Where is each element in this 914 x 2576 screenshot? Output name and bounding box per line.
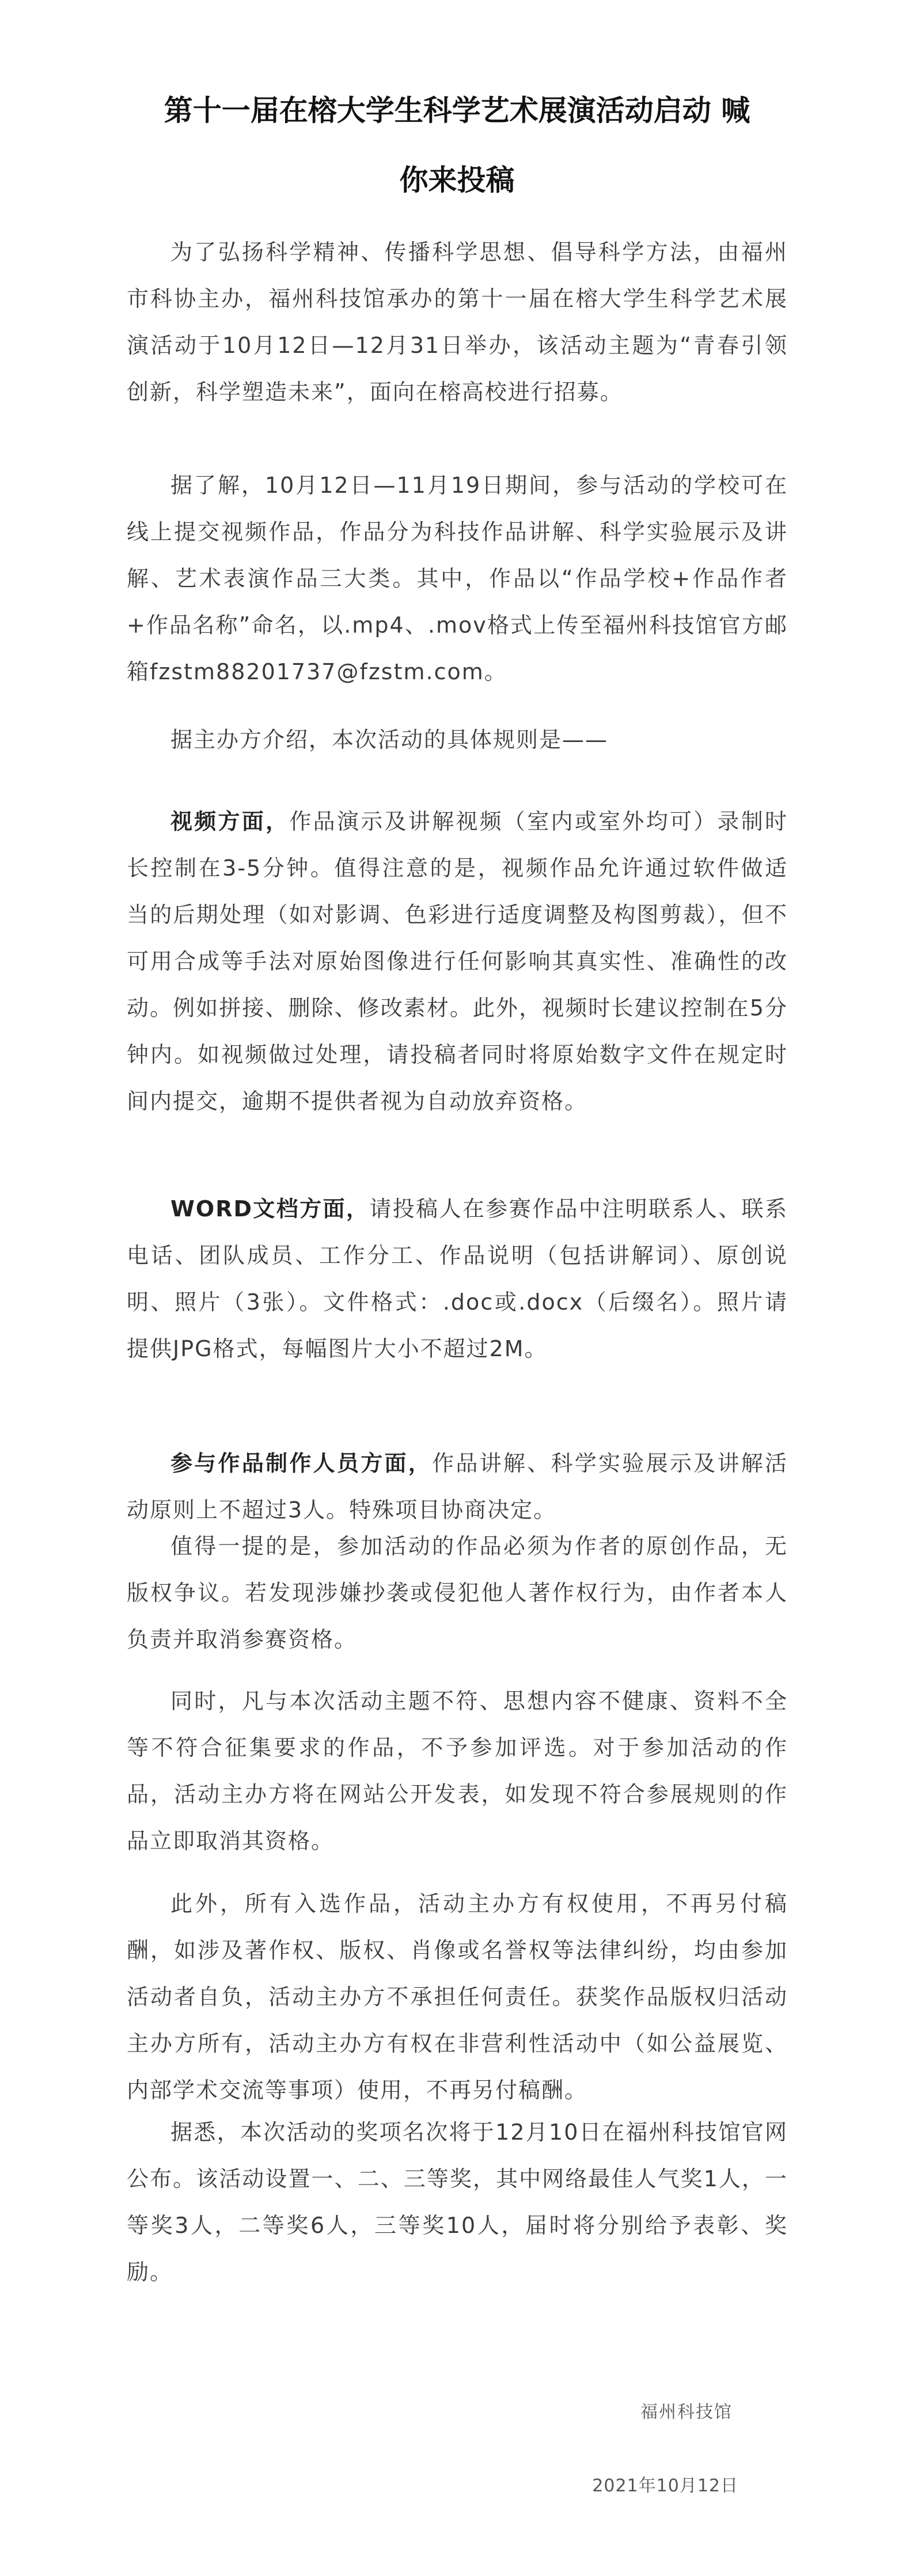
paragraph-9 <box>127 1881 788 2114</box>
paragraph-1-text: 为了弘扬科学精神、传播科学思想、倡导科学方法，由福州市科协主办，福州科技馆承办的第十一届在榕大学生科学艺术展演活动于10月12日—12月31日举办，该活动主题为“青春引领创新，科学塑造未来”，面向在榕高校进行招募。 <box>127 239 788 405</box>
paragraph-staff-rules <box>127 1440 788 1534</box>
publish-date: 2021年10月12日 <box>592 2476 738 2496</box>
paragraph-7 <box>127 1523 788 1663</box>
paragraph-9-text: 此外，所有入选作品，活动主办方有权使用，不再另付稿酬，如涉及著作权、版权、肖像或名誉权等法律纠纷，均由参加活动者自负，活动主办方不承担任何责任。获奖作品版权归活动主办方所有，活动主办方有权在非营利性活动中（如公益展览、内部学术交流等事项）使用，不再另付稿酬。 <box>127 1891 788 2103</box>
paragraph-video-text: 作品演示及讲解视频（室内或室外均可）录制时长控制在3-5分钟。值得注意的是，视频作品允许通过软件做适当的后期处理（如对影调、色彩进行适度调整及构图剪裁），但不可用合成等手法对原始图像进行任何影响其真实性、准确性的改动。例如拼接、删除、修改素材。此外，视频时长建议控制在5分钟内。如视频做过处理，请投稿者同时将原始数字文件在规定时间内提交，逾期不提供者视为自动放弃资格。 <box>127 809 788 1114</box>
paragraph-2 <box>127 462 788 695</box>
paragraph-word-rules <box>127 1186 788 1372</box>
paragraph-3 <box>127 717 788 763</box>
paragraph-staff-text: 作品讲解、科学实验展示及讲解活动原则上不超过3人。特殊项目协商决定。 <box>127 1451 788 1523</box>
article-title-line-1: 第十一届在榕大学生科学艺术展演活动启动 喊 <box>164 94 750 127</box>
paragraph-7-text: 值得一提的是，参加活动的作品必须为作者的原创作品，无版权争议。若发现涉嫌抄袭或侵犯他人著作权行为，由作者本人负责并取消参赛资格。 <box>127 1534 788 1652</box>
paragraph-word-text: 请投稿人在参赛作品中注明联系人、联系电话、团队成员、工作分工、作品说明（包括讲解词）、原创说明、照片（3张）。文件格式：.doc或.docx（后缀名）。照片请提供JPG格式，每幅图片大小不超过2M。 <box>127 1196 788 1361</box>
paragraph-8-text: 同时，凡与本次活动主题不符、思想内容不健康、资料不全等不符合征集要求的作品，不予参加评选。对于参加活动的作品，活动主办方将在网站公开发表，如发现不符合参展规则的作品立即取消其资格。 <box>127 1688 788 1854</box>
paragraph-10 <box>127 2109 788 2296</box>
paragraph-10-text: 据悉，本次活动的奖项名次将于12月10日在福州科技馆官网公布。该活动设置一、二、三等奖，其中网络最佳人气奖1人，一等奖3人，二等奖6人，三等奖10人，届时将分别给予表彰、奖励。 <box>127 2120 788 2285</box>
paragraph-1 <box>127 229 788 416</box>
paragraph-staff-lead: 参与作品制作人员方面， <box>170 1451 433 1476</box>
article-title-line-2: 你来投稿 <box>399 163 515 197</box>
paragraph-word-lead: WORD文档方面， <box>170 1196 370 1222</box>
signature: 福州科技馆 <box>640 2402 733 2422</box>
paragraph-3-text: 据主办方介绍，本次活动的具体规则是—— <box>170 727 609 752</box>
paragraph-8 <box>127 1678 788 1865</box>
paragraph-2-text: 据了解，10月12日—11月19日期间，参与活动的学校可在线上提交视频作品，作品分为科技作品讲解、科学实验展示及讲解、艺术表演作品三大类。其中，作品以“作品学校+作品作者+作品名称”命名，以.mp4、.mov格式上传至福州科技馆官方邮箱fzstm88201737@fzstm.com。 <box>127 473 788 684</box>
paragraph-video-rules <box>127 798 788 1125</box>
paragraph-video-lead: 视频方面， <box>170 809 290 834</box>
